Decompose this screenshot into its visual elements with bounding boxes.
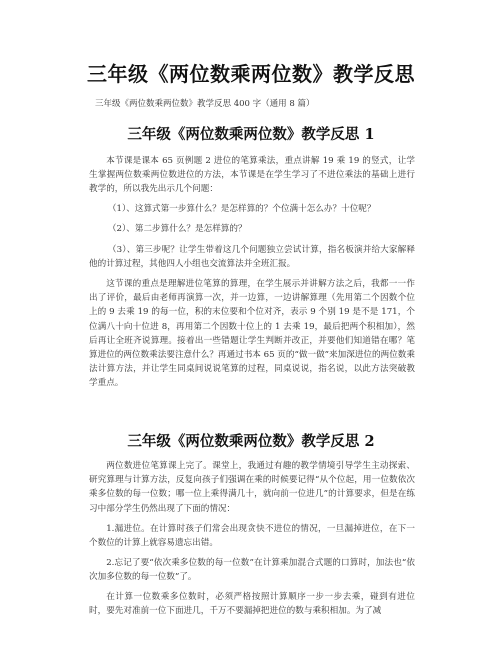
document-title: 三年级《两位数乘两位数》教学反思 — [87, 62, 415, 86]
section-2-paragraph-1: 两位数进位笔算课上完了。课堂上，我通过有趣的教学情境引导学生主动探索、研究算理与计算方法，反复向孩子们强调在乘的时候要记得“从个位起，用一位数依次乘多位数的每一位数；哪一位上乘得满几十，就向前一位进几”的计算要求，但是在练习中部分学生仍然出现了下面的情况： — [89, 461, 415, 514]
section-1-paragraph-2: （1）、这算式第一步算什么？是怎样算的？个位满十怎么办？十位呢？ — [107, 204, 376, 214]
section-2-paragraph-2: 1.漏进位。在计算时孩子们常会出现贪快不进位的情况，一旦漏掉进位，在下一个数位的计算上就容易遗忘出错。 — [89, 524, 415, 549]
section-heading-2: 三年级《两位数乘两位数》教学反思 2 — [127, 433, 375, 450]
section-1-paragraph-4: （3）、第三步呢？让学生带着这几个问题独立尝试计算，指名板演并给大家解释他的计算过程，其他四人小组也交流算法并全班汇报。 — [89, 245, 415, 270]
document-subtitle: 三年级《两位数乘两位数》教学反思 400 字（通用 8 篇） — [95, 99, 315, 109]
section-1-paragraph-5: 这节课的重点是理解进位笔算的算理，在学生展示并讲解方法之后，我都一一作出了评价，最后由老师再演算一次，并一边算，一边讲解算理（先用第二个因数个位上的 9 去乘 19 的每一位，积的末位要和个位对齐，表示 9 个别 19 是不是 171，个位满八十向十位进 8，再用第二个因数十位上的 1 去乘 19，最后把两个积相加），然后再让全班齐说算理。接着出一些错题让学生判断并改正，并要他们知道错在哪？笔算进位的两位数乘法要注意什么？再通过书本 65 页的“做一做”来加深进位的两位数乘法计算方法，并让学生同桌间说说笔算的过程，同桌说说，指名说，以此方法突破教学重点。 — [89, 279, 415, 389]
section-2-paragraph-4: 在计算一位数乘多位数时，必须严格按照计算顺序一步一步去乘，碰到有进位时，要先对准前一位下面进几，千万不要漏掉把进位的数与乘积相加。为了减 — [89, 592, 415, 617]
section-heading-1: 三年级《两位数乘两位数》教学反思 1 — [127, 126, 375, 143]
section-1-paragraph-1: 本节课是课本 65 页例题 2 进位的笔算乘法，重点讲解 19 乘 19 的竖式，让学生掌握两位数乘两位数进位的方法，本节课是在学生学习了不进位乘法的基础上进行教学的，所以我先出示几个问题： — [89, 156, 415, 195]
section-2-paragraph-3: 2.忘记了要“依次乘多位数的每一位数”在计算乘加混合式题的口算时，加法也“依次加多位数的每一位数”了。 — [89, 558, 415, 583]
section-1-paragraph-3: （2）、第二步算什么？是怎样算的？ — [107, 224, 247, 234]
